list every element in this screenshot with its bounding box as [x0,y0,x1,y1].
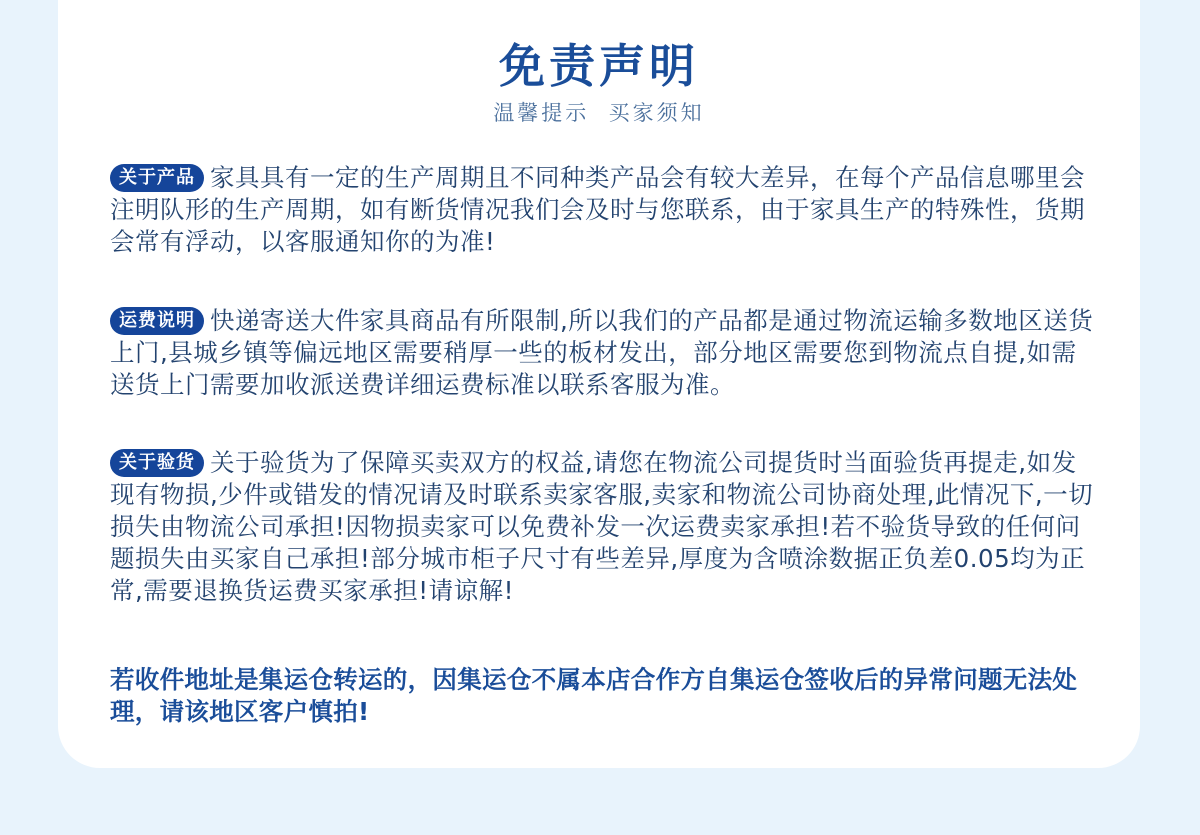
page-title: 免责声明 [499,39,699,93]
section-inspection [110,447,1100,607]
page-subtitle: 温馨提示 买家须知 [493,101,705,125]
section-text-product: 家具具有一定的生产周期且不同种类产品会有较大差异，在每个产品信息哪里会注明队形的生产周期，如有断货情况我们会及时与您联系，由于家具生产的特殊性，货期会常有浮动，以客服通知你的为准! [110,163,1085,256]
section-text-inspection: 关于验货为了保障买卖双方的权益,请您在物流公司提货时当面验货再提走,如发现有物损,少件或错发的情况请及时联系卖家客服,卖家和物流公司协商处理,此情况下,一切损失由物流公司承担!因物损卖家可以免费补发一次运费卖家承担!若不验货导致的任何问题损失由买家自己承担!部分城市柜子尺寸有些差异,厚度为含喷涂数据正负差0.05均为正常,需要退换货运费买家承担!请谅解! [110,448,1094,605]
section-text-shipping: 快递寄送大件家具商品有所限制,所以我们的产品都是通过物流运输多数地区送货上门,县城乡镇等偏远地区需要稍厚一些的板材发出，部分地区需要您到物流点自提,如需送货上门需要加收派送费详细运费标准以联系客服为准。 [110,306,1094,399]
disclaimer-card [58,0,1140,768]
section-badge-inspection: 关于验货 [110,449,204,477]
section-badge-shipping: 运费说明 [110,307,204,335]
section-badge-product: 关于产品 [110,164,204,192]
section-shipping [110,305,1100,401]
section-product [110,162,1100,258]
consolidation-notice: 若收件地址是集运仓转运的，因集运仓不属本店合作方自集运仓签收后的异常问题无法处理，请该地区客户慎拍! [110,665,1078,726]
